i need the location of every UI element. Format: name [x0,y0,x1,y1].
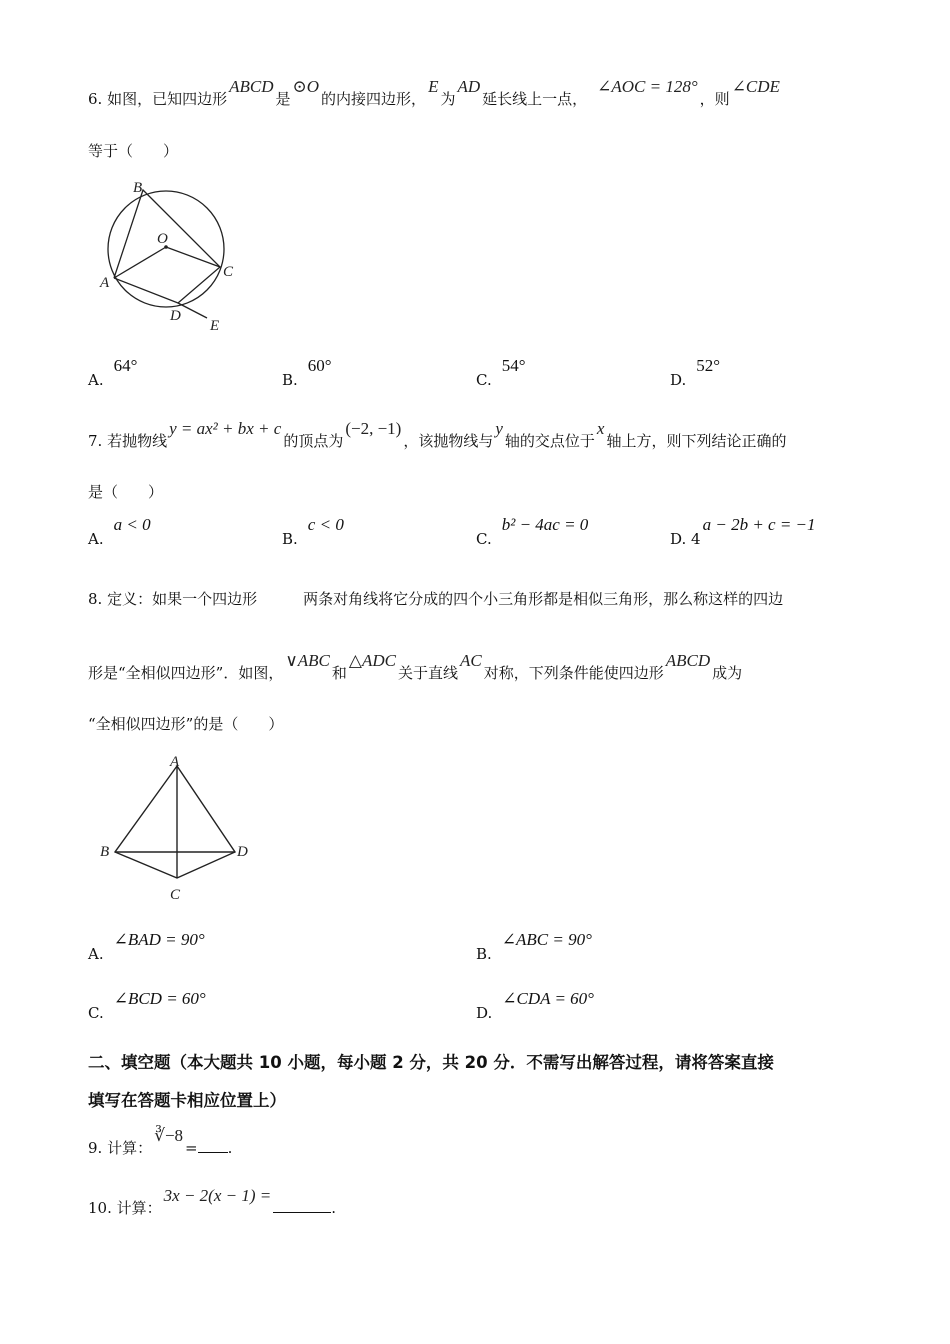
option-label: B. [476,945,492,963]
q8-option-a[interactable] [88,930,205,964]
option-label: D. [476,1004,493,1022]
q6-text: 为 [440,90,456,108]
option-value: 60° [307,356,332,375]
q10-number: 10. [88,1199,112,1217]
q10-answer-blank[interactable] [273,1198,331,1213]
q8-stem-line2 [88,651,743,683]
q8-option-c[interactable] [88,989,206,1023]
q6-text: 如图，已知四边形 [107,90,228,108]
q7-text: 若抛物线 [107,432,168,450]
section-heading-line2: 填写在答题卡相应位置上） [88,1091,286,1110]
quad-abcd [115,766,235,878]
q8-text: “全相似四边形”的是（ ） [88,715,284,733]
q6-option-d[interactable] [670,356,721,390]
q7-stem-line2 [88,481,163,502]
q8-option-b[interactable] [476,930,592,964]
q6-math-circle: ⊙O [292,77,320,96]
q6-math-angle-cde: ∠CDE [731,77,780,96]
option-label: D. [670,371,687,389]
line-oa [114,247,166,278]
q6-math-segment: AD [457,77,481,96]
q8-text: 和 [331,664,347,682]
q7-option-d[interactable] [670,515,816,549]
q7-option-c[interactable] [476,515,589,549]
q7-text: ，该抛物线与 [403,432,494,450]
q8-number: 8. [88,590,103,608]
option-label: D. [670,530,687,548]
label-d: D [237,844,248,860]
q7-math-x: x [596,419,605,438]
label-b: B [100,844,110,860]
label-a: A [100,275,110,291]
q9-text: 计算： [107,1139,153,1157]
label-d: D [170,308,181,324]
q10-period: . [331,1199,337,1217]
q6-text: 延长线上一点， [482,90,588,108]
q10-text: 计算： [116,1199,162,1217]
option-value: c < 0 [307,515,344,534]
option-label: B. [282,371,298,389]
q7-text: 轴的交点位于 [504,432,595,450]
option-value: 64° [113,356,138,375]
label-b: B [133,180,143,196]
q9-answer-blank[interactable] [198,1138,228,1153]
label-o: O [157,231,168,247]
q8-text: 形是“全相似四边形”．如图， [88,664,284,682]
option-label: C. [476,530,492,548]
q7-stem-line1 [88,419,787,451]
line-oc [166,247,220,267]
q9-math-cuberoot: ∛−8 [154,1126,184,1145]
label-c: C [223,264,234,280]
q6-math-quad: ABCD [229,77,274,96]
q8-math-line-ac: AC [460,651,482,670]
q6-number: 6. [88,90,103,108]
q8-math-triangle-adc: △ADC [348,651,396,670]
q10-line [88,1186,337,1218]
q6-text: ，则 [699,90,730,108]
q8-text: 两条对角线将它分成的四个小三角形都是相似三角形，那么称这样的四边 [303,590,784,608]
option-value: 52° [696,356,721,375]
option-label: B. [282,530,298,548]
q7-math-parabola: y = ax² + bx + c [169,419,282,438]
q8-text: 关于直线 [398,664,459,682]
q6-stem-line2 [88,140,178,161]
q7-text: 的顶点为 [283,432,344,450]
q7-option-a[interactable] [88,515,151,549]
q9-period: . [227,1139,233,1157]
q8-text: 对称，下列条件能使四边形 [483,664,664,682]
q10-math-expression: 3x − 2(x − 1) = [163,1186,272,1205]
line-de [178,303,207,318]
option-label: A. [88,530,104,548]
option-label: A. [88,945,104,963]
q6-text: 等于（ ） [88,142,179,160]
q7-math-vertex: (−2, −1) [345,419,402,438]
q6-option-a[interactable] [88,356,138,390]
q7-math-y: y [495,419,503,438]
q7-number: 7. [88,432,103,450]
option-value: 54° [501,356,526,375]
q6-circle-figure [95,172,245,337]
q7-text: 是（ ） [88,483,164,501]
q6-option-b[interactable] [282,356,332,390]
q8-math-quad: ABCD [665,651,711,670]
q8-text: 成为 [712,664,743,682]
q6-math-point-e: E [428,77,439,96]
q6-math-angle: ∠AOC = 128° [597,77,698,96]
q8-kite-figure [95,748,265,908]
option-value: a − 2b + c = −1 [702,515,816,534]
q9-equals: = [185,1139,198,1157]
q6-stem-line1 [88,77,782,109]
option-label: C. [88,1004,104,1022]
option-value: b² − 4ac = 0 [501,515,589,534]
q9-number: 9. [88,1139,103,1157]
q6-text: 是 [275,90,291,108]
label-c: C [170,887,181,903]
section-heading-line1: 二、填空题（本大题共 10 小题，每小题 2 分，共 20 分．不需写出解答过程，请将答案直接 [88,1053,774,1072]
label-a: A [170,754,180,770]
option-value: ∠CDA = 60° [502,989,594,1008]
q7-option-b[interactable] [282,515,344,549]
option-label: C. [476,371,492,389]
option-value: ∠ABC = 90° [501,930,592,949]
q8-option-d[interactable] [476,989,594,1023]
q8-stem-line1 [88,588,783,609]
q9-line [88,1126,233,1158]
q7-text: 轴上方，则下列结论正确的 [606,432,787,450]
option-label: A. [88,371,104,389]
option-prefix: 4 [691,530,701,548]
q6-option-c[interactable] [476,356,526,390]
q6-text: 的内接四边形， [321,90,427,108]
option-value: ∠BCD = 60° [113,989,206,1008]
label-e: E [210,318,220,334]
q8-text: 定义：如果一个四边形 [107,590,258,608]
q8-stem-line3 [88,713,283,734]
circle-o [108,191,224,307]
option-value: a < 0 [113,515,151,534]
option-value: ∠BAD = 90° [113,930,205,949]
q8-math-triangle-abc: ∨ABC [285,651,330,670]
